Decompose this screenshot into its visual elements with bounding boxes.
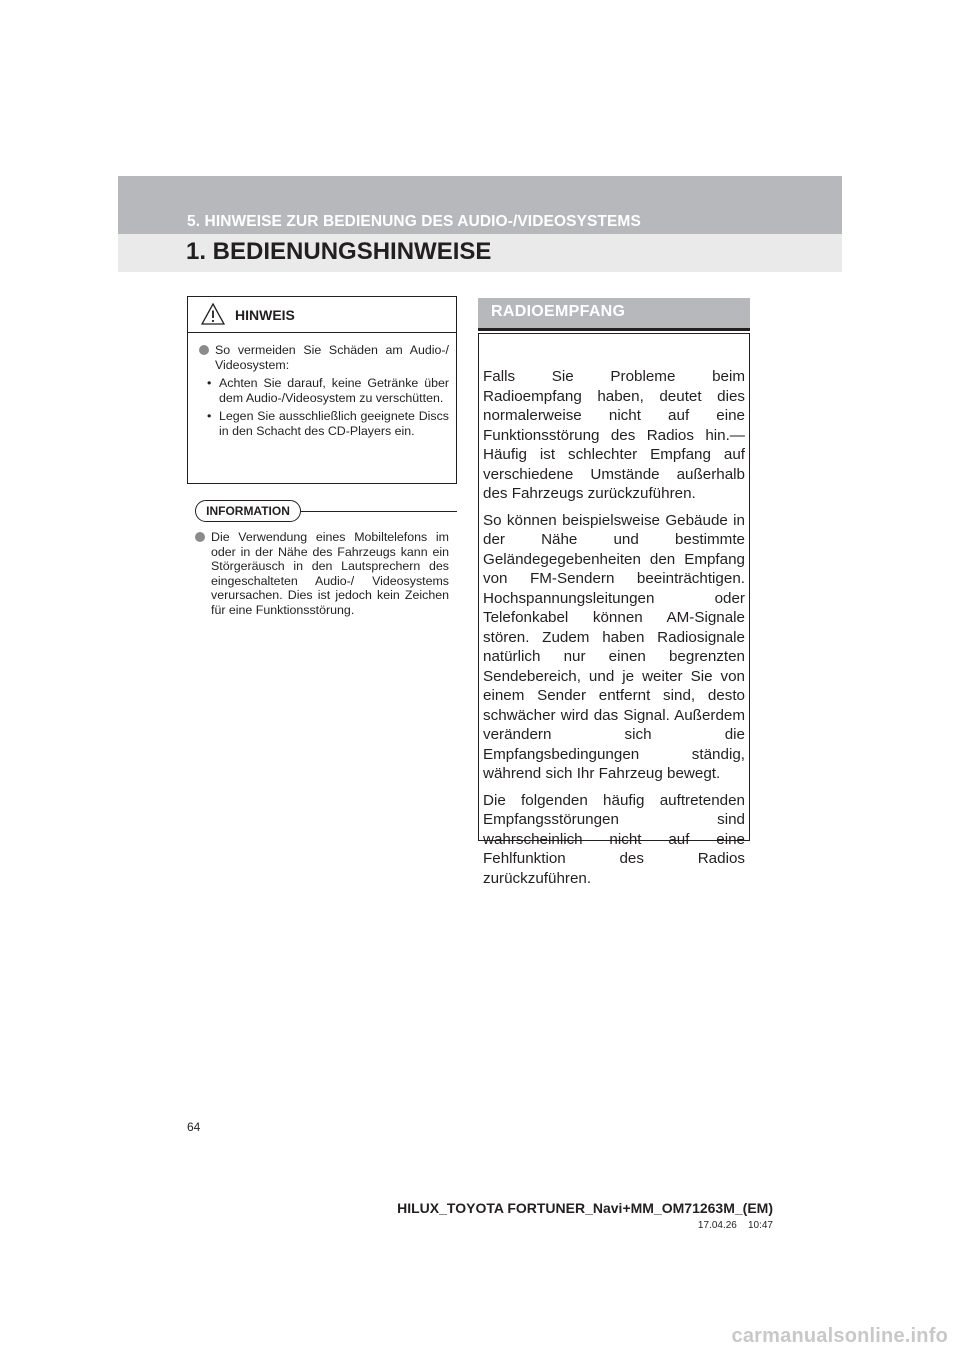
information-bullet [195, 530, 449, 618]
hinweis-box [187, 296, 457, 484]
radioempfang-paragraph: So können beispielsweise Gebäude in der Nähe und bestimmte Geländegegebenheiten den Empfang von FM-Sendern beeinträchtigen. Hochspannungsleitungen oder Telefonkabel können AM-Signale stören. Zudem haben Radiosignale natürlich nur einen begrenzten Sendebereich, und je weiter Sie von einem Sender entfernt sind, desto schwächer wird das Signal. Außerdem verändern sich die Empfangsbedingungen ständig, während sich Ihr Fahrzeug bewegt. [483, 511, 745, 782]
information-label: INFORMATION [195, 500, 301, 522]
hinweis-title: HINWEIS [235, 307, 295, 323]
document-id: HILUX_TOYOTA FORTUNER_Navi+MM_OM71263M_(EM) [397, 1200, 773, 1216]
sub-bullet-icon: • [207, 409, 212, 424]
radioempfang-paragraph: Die folgenden häufig auftretenden Empfangsstörungen sind wahrscheinlich nicht auf eine Fehlfunktion des Radios zurückzuführen. [483, 791, 745, 887]
warning-triangle-icon [201, 303, 225, 325]
hinweis-sub-item-text: Achten Sie darauf, keine Getränke über dem Audio-/Videosystem zu verschütten. [219, 376, 449, 405]
radioempfang-paragraph: Falls Sie Probleme beim Radioempfang haben, deutet dies normalerweise nicht auf eine Funktionsstörung des Radios hin.— Häufig ist schlechter Empfang auf verschiedene Umstände außerhalb des Fahrzeugs zurückzuführen. [483, 368, 745, 502]
hinweis-sub-item [199, 376, 449, 405]
information-bullet-text: Die Verwendung eines Mobiltelefons im oder in der Nähe des Fahrzeugs kann ein Störgeräusch in den Lautsprechern des eingeschalteten Audio-/ Videosystems verursachen. Dies ist jedoch kein Zeichen für eine Funktionsstörung. [211, 530, 449, 617]
information-rule [301, 511, 457, 512]
bullet-dot-icon [195, 532, 205, 542]
sub-bullet-icon: • [207, 376, 212, 391]
hinweis-bullet [199, 343, 449, 372]
radioempfang-rule [478, 328, 750, 331]
radioempfang-title: RADIOEMPFANG [491, 303, 626, 320]
page-title: 1. BEDIENUNGSHINWEISE [186, 238, 492, 265]
hinweis-sub-item-text: Legen Sie ausschließlich geeignete Discs in den Schacht des CD-Players ein. [219, 409, 449, 438]
radioempfang-text [483, 367, 745, 895]
information-body [195, 530, 449, 618]
watermark: carmanualsonline.info [731, 1325, 948, 1347]
hinweis-sub-item [199, 409, 449, 438]
hinweis-header [188, 297, 456, 333]
bullet-dot-icon [199, 345, 209, 355]
page-number: 64 [187, 1120, 201, 1134]
hinweis-bullet-text: So vermeiden Sie Schäden am Audio-/ Videosystem: [215, 343, 449, 372]
section-label: 5. HINWEISE ZUR BEDIENUNG DES AUDIO-/VIDEOSYSTEMS [187, 213, 641, 230]
document-timestamp: 17.04.26 10:47 [697, 1220, 773, 1231]
hinweis-body [199, 343, 449, 439]
